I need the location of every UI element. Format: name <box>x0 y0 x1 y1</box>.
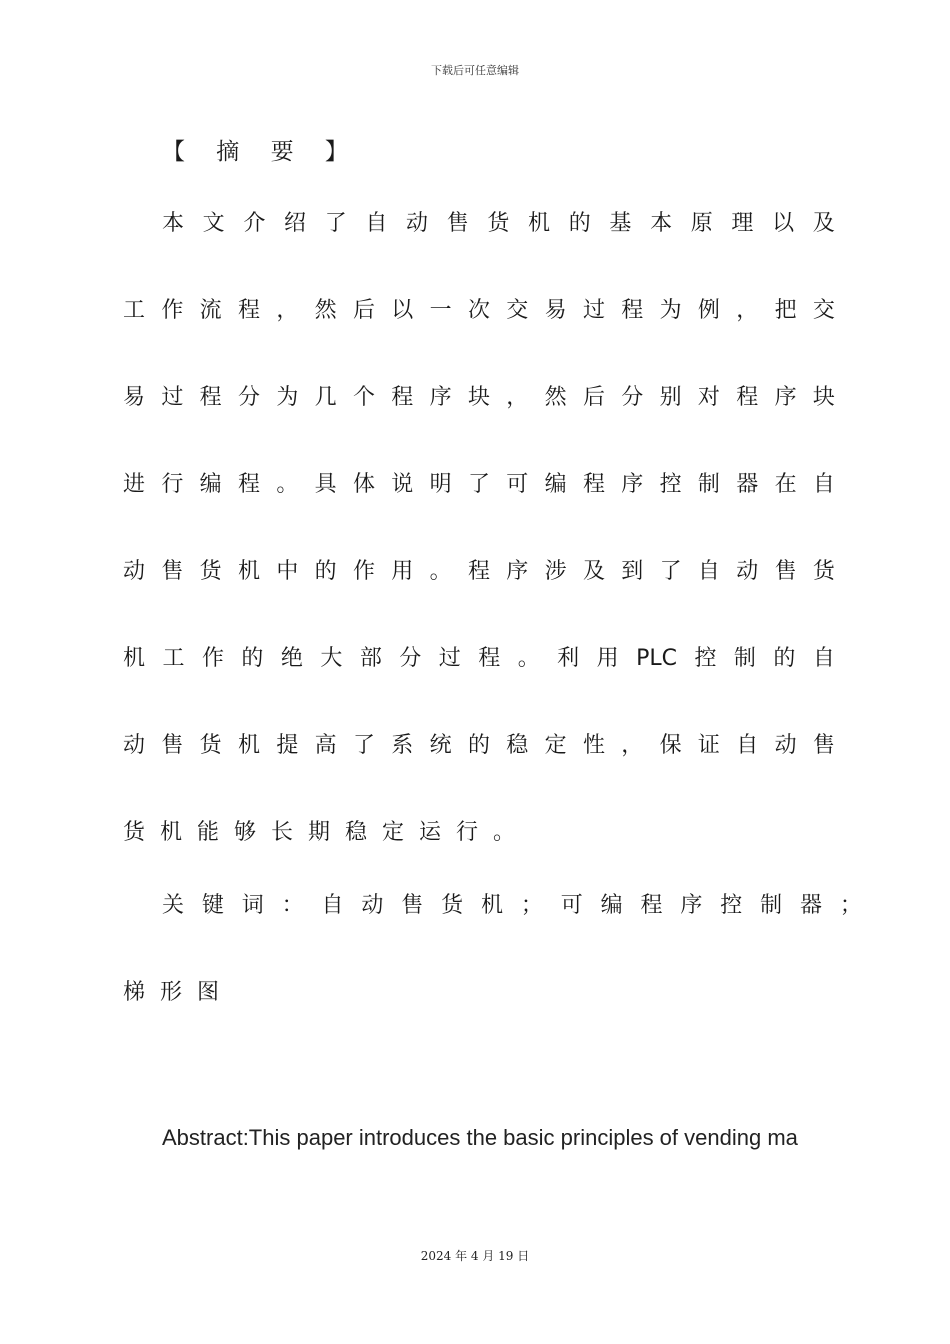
glyph: 售 <box>774 559 797 584</box>
glyph: 交 <box>506 298 529 323</box>
glyph: 过 <box>438 646 461 671</box>
glyph: 易 <box>544 298 567 323</box>
abstract-line <box>123 469 835 501</box>
glyph: 程 <box>237 298 260 323</box>
glyph: 的 <box>241 646 264 671</box>
glyph: 货 <box>199 733 222 758</box>
glyph: 文 <box>202 211 225 236</box>
glyph: 控 <box>720 893 743 918</box>
abstract-line: 货机能够长期稳定运行。 <box>123 820 531 845</box>
glyph: 自 <box>812 646 835 671</box>
glyph: 证 <box>697 733 720 758</box>
glyph: 可 <box>560 893 583 918</box>
glyph: 具 <box>314 472 337 497</box>
glyph: 了 <box>467 472 490 497</box>
glyph: 制 <box>697 472 720 497</box>
english-abstract: Abstract:This paper introduces the basic principles of vending ma <box>162 1125 798 1150</box>
glyph: 编 <box>544 472 567 497</box>
glyph: 程 <box>199 385 222 410</box>
glyph: 了 <box>352 733 375 758</box>
glyph: 用 <box>391 559 414 584</box>
abstract-line <box>123 730 835 762</box>
glyph: 体 <box>352 472 375 497</box>
glyph: 高 <box>314 733 337 758</box>
glyph: 作 <box>352 559 375 584</box>
glyph: 进 <box>123 472 146 497</box>
glyph: 分 <box>621 385 644 410</box>
glyph: ， <box>506 385 529 410</box>
glyph: 自 <box>812 472 835 497</box>
glyph: 程 <box>640 893 663 918</box>
glyph: 程 <box>391 385 414 410</box>
glyph: 货 <box>487 211 510 236</box>
glyph: 了 <box>324 211 347 236</box>
glyph: 说 <box>391 472 414 497</box>
glyph: 流 <box>199 298 222 323</box>
glyph: 货 <box>812 559 835 584</box>
glyph: 的 <box>314 559 337 584</box>
glyph: 的 <box>467 733 490 758</box>
glyph: 编 <box>199 472 222 497</box>
glyph: 动 <box>774 733 797 758</box>
glyph: 词 <box>241 893 264 918</box>
glyph: 到 <box>621 559 644 584</box>
glyph: 售 <box>446 211 469 236</box>
glyph: 绝 <box>280 646 303 671</box>
glyph: ； <box>839 893 862 918</box>
glyph: 售 <box>401 893 424 918</box>
glyph: 工 <box>123 298 146 323</box>
footer-date: 2024 年 4 月 19 日 <box>420 1249 530 1263</box>
glyph: 例 <box>697 298 720 323</box>
glyph: 售 <box>161 559 184 584</box>
glyph: 动 <box>123 733 146 758</box>
abstract-line <box>123 556 835 588</box>
glyph: 控 <box>694 646 717 671</box>
glyph: 关 <box>162 893 185 918</box>
glyph: 工 <box>162 646 185 671</box>
glyph: 序 <box>429 385 452 410</box>
glyph: 明 <box>429 472 452 497</box>
glyph: 理 <box>731 211 754 236</box>
glyph: 程 <box>478 646 501 671</box>
glyph: 程 <box>621 298 644 323</box>
glyph: 货 <box>441 893 464 918</box>
glyph: 机 <box>481 893 504 918</box>
glyph: 行 <box>161 472 184 497</box>
glyph: ， <box>736 298 759 323</box>
glyph: 程 <box>736 385 759 410</box>
abstract-line <box>123 382 835 414</box>
glyph: ； <box>520 893 543 918</box>
glyph: ， <box>621 733 644 758</box>
glyph: 序 <box>774 385 797 410</box>
glyph: 在 <box>774 472 797 497</box>
glyph: 为 <box>659 298 682 323</box>
glyph: 程 <box>237 472 260 497</box>
glyph: 性 <box>582 733 605 758</box>
glyph: 块 <box>812 385 835 410</box>
glyph: 及 <box>582 559 605 584</box>
glyph: 机 <box>123 646 146 671</box>
glyph: 编 <box>600 893 623 918</box>
glyph: 稳 <box>506 733 529 758</box>
glyph: 的 <box>773 646 796 671</box>
glyph: 序 <box>621 472 644 497</box>
glyph: 动 <box>361 893 384 918</box>
glyph: 货 <box>199 559 222 584</box>
glyph: 然 <box>314 298 337 323</box>
glyph: 提 <box>276 733 299 758</box>
glyph: 后 <box>582 385 605 410</box>
glyph: 易 <box>123 385 146 410</box>
glyph: 。 <box>429 559 452 584</box>
abstract-line <box>162 208 835 240</box>
glyph: 然 <box>544 385 567 410</box>
glyph: 后 <box>352 298 375 323</box>
glyph: 控 <box>659 472 682 497</box>
glyph: 过 <box>582 298 605 323</box>
glyph: 程 <box>467 559 490 584</box>
glyph: 次 <box>467 298 490 323</box>
glyph: 机 <box>237 733 260 758</box>
glyph: 自 <box>736 733 759 758</box>
glyph: 保 <box>659 733 682 758</box>
glyph: ， <box>276 298 299 323</box>
glyph: 本 <box>650 211 673 236</box>
glyph: 涉 <box>544 559 567 584</box>
glyph: 自 <box>321 893 344 918</box>
glyph: 售 <box>812 733 835 758</box>
abstract-heading: 【 摘 要 】 <box>162 139 360 165</box>
glyph: 作 <box>161 298 184 323</box>
abstract-line <box>123 643 835 675</box>
glyph: 可 <box>506 472 529 497</box>
glyph: 制 <box>760 893 783 918</box>
glyph: 用 <box>596 646 619 671</box>
glyph: 程 <box>582 472 605 497</box>
glyph: 几 <box>314 385 337 410</box>
glyph: 作 <box>201 646 224 671</box>
glyph: 及 <box>812 211 835 236</box>
glyph: 自 <box>697 559 720 584</box>
glyph: 基 <box>609 211 632 236</box>
glyph: 器 <box>800 893 823 918</box>
glyph: 售 <box>161 733 184 758</box>
header-note: 下载后可任意编辑 <box>431 64 519 77</box>
glyph: 定 <box>544 733 567 758</box>
glyph: 制 <box>733 646 756 671</box>
glyph: 动 <box>736 559 759 584</box>
glyph: 对 <box>697 385 720 410</box>
glyph: 分 <box>237 385 260 410</box>
glyph: 利 <box>557 646 580 671</box>
glyph: 。 <box>276 472 299 497</box>
glyph: 了 <box>659 559 682 584</box>
glyph: 过 <box>161 385 184 410</box>
glyph: 键 <box>201 893 224 918</box>
keywords-tail: 梯形图 <box>123 980 235 1005</box>
glyph: 以 <box>772 211 795 236</box>
glyph: 个 <box>352 385 375 410</box>
glyph: 部 <box>359 646 382 671</box>
glyph: PLC <box>636 646 677 671</box>
glyph: 为 <box>276 385 299 410</box>
glyph: 以 <box>391 298 414 323</box>
glyph: 。 <box>517 646 540 671</box>
glyph: 大 <box>320 646 343 671</box>
glyph: 统 <box>429 733 452 758</box>
glyph: 机 <box>528 211 551 236</box>
glyph: 序 <box>680 893 703 918</box>
keywords-line <box>162 890 862 922</box>
glyph: 分 <box>399 646 422 671</box>
glyph: 介 <box>243 211 266 236</box>
glyph: 动 <box>406 211 429 236</box>
glyph: ： <box>281 893 304 918</box>
glyph: 别 <box>659 385 682 410</box>
glyph: 绍 <box>284 211 307 236</box>
glyph: 把 <box>774 298 797 323</box>
glyph: 块 <box>467 385 490 410</box>
glyph: 系 <box>391 733 414 758</box>
glyph: 交 <box>812 298 835 323</box>
glyph: 一 <box>429 298 452 323</box>
glyph: 原 <box>690 211 713 236</box>
glyph: 本 <box>162 211 185 236</box>
glyph: 动 <box>123 559 146 584</box>
glyph: 自 <box>365 211 388 236</box>
glyph: 机 <box>237 559 260 584</box>
glyph: 中 <box>276 559 299 584</box>
abstract-line <box>123 295 835 327</box>
glyph: 器 <box>736 472 759 497</box>
glyph: 序 <box>506 559 529 584</box>
glyph: 的 <box>568 211 591 236</box>
